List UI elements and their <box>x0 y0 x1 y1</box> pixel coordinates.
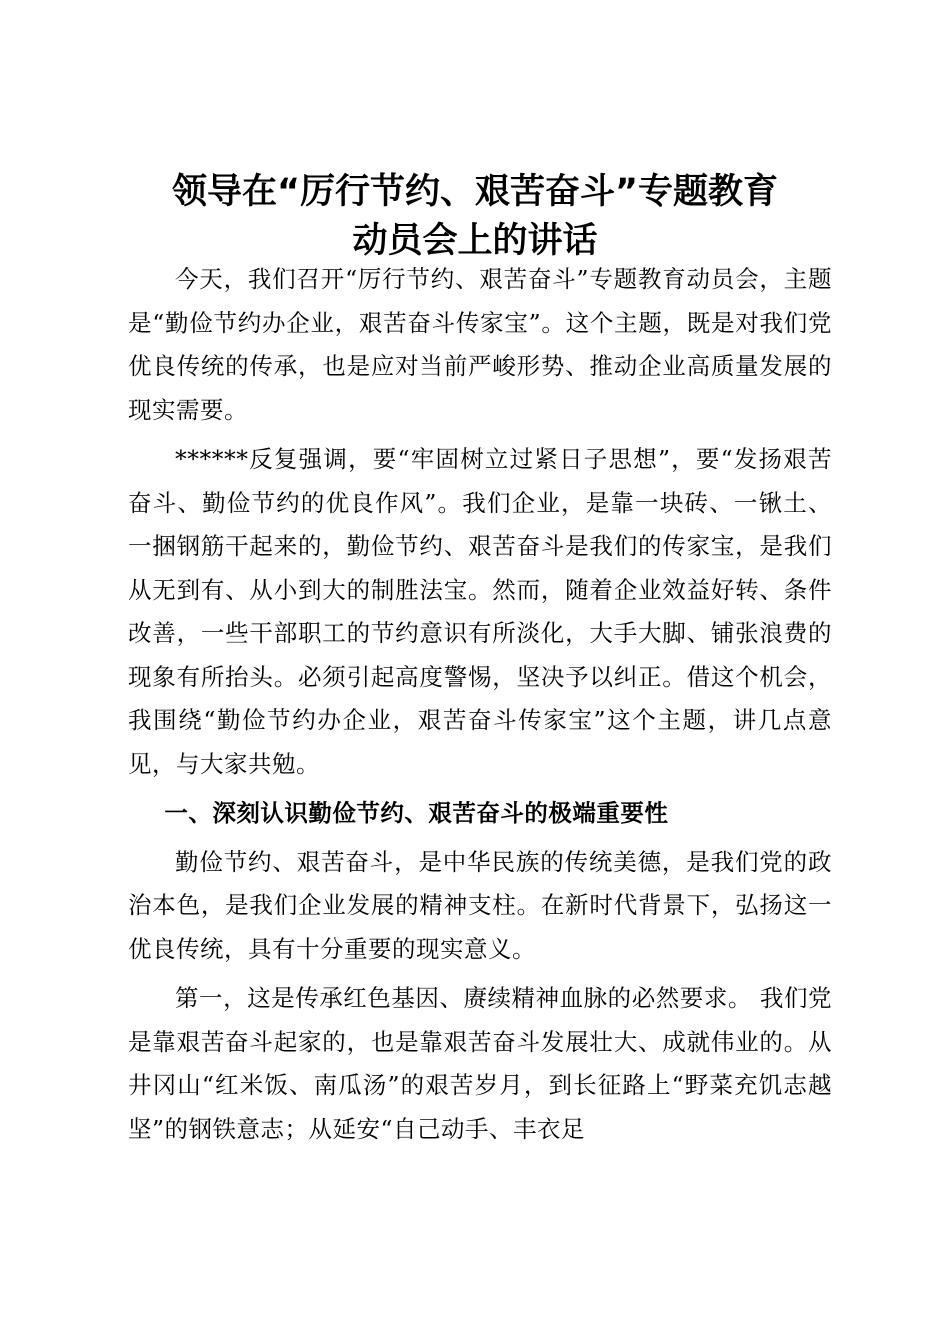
body-paragraph: ******反复强调，要“牢固树立过紧日子思想”，要“发扬艰苦奋斗、勤俭节约的优良作风”。我们企业，是靠一块砖、一锹土、一捆钢筋干起来的，勤俭节约、艰苦奋斗是我们的传家宝，是我们从无到有、从小到大的制胜法宝。然而，随着企业效益好转、条件改善，一些干部职工的节约意识有所淡化，大手大脚、铺张浪费的现象有所抬头。必须引起高度警惕，坚决予以纠正。借这个机会，我围绕“勤俭节约办企业，艰苦奋斗传家宝”这个主题，讲几点意见，与大家共勉。 <box>128 445 832 778</box>
body-paragraph: 今天，我们召开“厉行节约、艰苦奋斗”专题教育动员会，主题是“勤俭节约办企业，艰苦奋斗传家宝”。这个主题，既是对我们党优良传统的传承，也是应对当前严峻形势、推动企业高质量发展的现实需要。 <box>128 265 832 424</box>
body-paragraph: 第一，这是传承红色基因、赓续精神血脉的必然要求。 我们党是靠艰苦奋斗起家的，也是靠艰苦奋斗发展壮大、成就伟业的。从井冈山“红米饭、南瓜汤”的艰苦岁月，到长征路上“野菜充饥志越坚”的钢铁意志；从延安“自己动手、丰衣足 <box>128 984 832 1143</box>
document-title-line-2: 动员会上的讲话 <box>352 221 598 261</box>
document-title-line-1: 领导在“厉行节约、艰苦奋斗”专题教育 <box>171 172 778 212</box>
document-body <box>128 258 832 1157</box>
body-paragraph: 勤俭节约、艰苦奋斗，是中华民族的传统美德，是我们党的政治本色，是我们企业发展的精神支柱。在新时代背景下，弘扬这一优良传统，具有十分重要的现实意义。 <box>128 847 832 963</box>
section-heading: 一、深刻认识勤俭节约、艰苦奋斗的极端重要性 <box>164 799 669 827</box>
